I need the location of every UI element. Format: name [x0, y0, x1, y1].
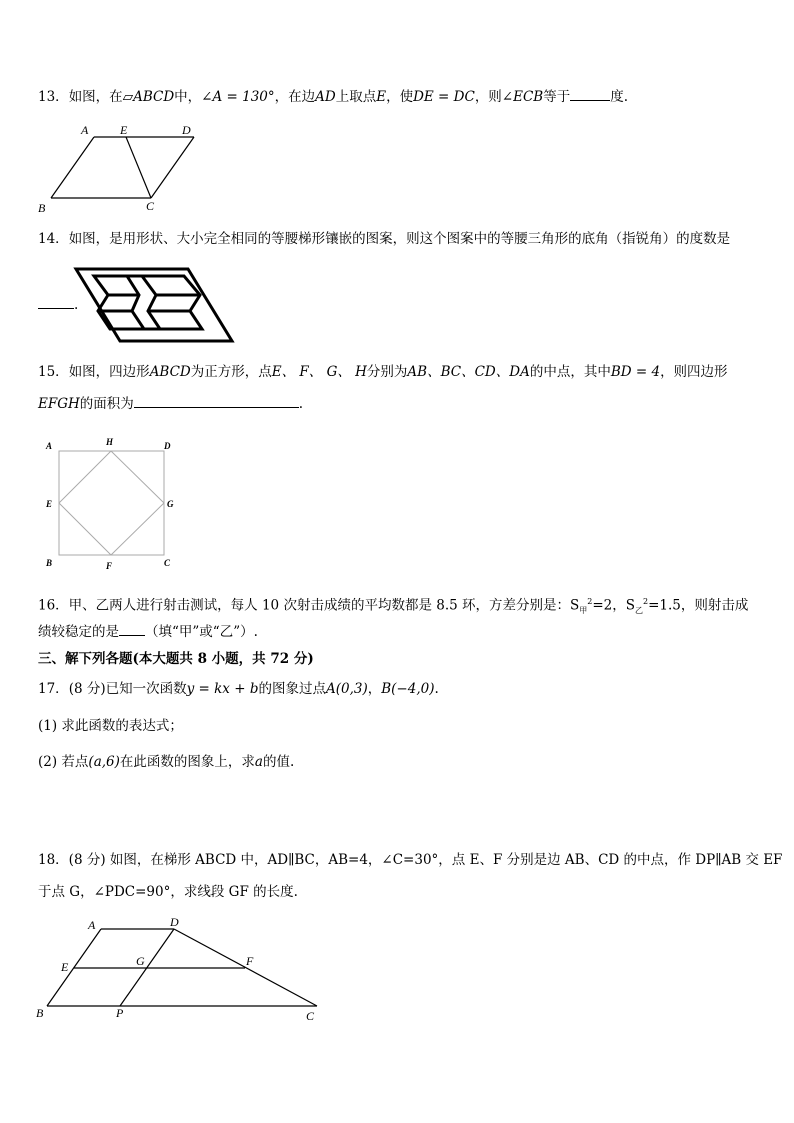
q18-label-A: A	[88, 918, 96, 932]
q18-label-F: F	[246, 954, 254, 968]
q15-text-line2: EFGH的面积为 .	[38, 396, 304, 412]
q14-answer-line: .	[38, 296, 78, 314]
q15-label-G: G	[167, 499, 174, 509]
q18-label-C: C	[306, 1009, 315, 1023]
q18-label-P: P	[116, 1006, 124, 1020]
q18-label-B: B	[36, 1006, 44, 1020]
q16-text-line1: 16．甲、乙两人进行射击测试，每人 10 次射击成绩的平均数都是 8.5 环，方差分别是：$S_甲^2=2$，$S_乙^2=1.5$，则射击成	[38, 597, 749, 616]
q15-label-C: C	[164, 558, 171, 568]
q15-square-figure	[44, 436, 184, 571]
q17-text: 17．(8 分)已知一次函数y = kx + b的图象过点A(0,3)，B(−4,0).	[38, 681, 439, 697]
q14-trapezoid-tessellation-figure	[72, 265, 238, 347]
q15-number: 15．	[38, 364, 69, 380]
q18-trapezoid-figure	[32, 912, 332, 1027]
q18-label-E: E	[61, 960, 69, 974]
q13-text: 13．如图，在▱ABCD中，∠A = 130°，在边AD上取点E，使DE = DC，则∠ECB等于 度.	[38, 89, 629, 105]
q13-label-B: B	[38, 201, 46, 215]
q13-answer-blank[interactable]	[570, 100, 610, 101]
q15-label-B: B	[46, 558, 53, 568]
q13-number: 13．	[38, 89, 69, 105]
q14-answer-blank[interactable]	[38, 308, 74, 309]
q13-label-A: A	[81, 123, 89, 137]
q15-label-A: A	[46, 441, 53, 451]
q18-label-D: D	[170, 915, 179, 929]
q17-number: 17．	[38, 681, 69, 697]
q18-label-G: G	[136, 954, 145, 968]
q18-text-line1: 18．(8 分) 如图，在梯形 ABCD 中，AD∥BC，AB=4，∠C=30°，点 E、F 分别是边 AB、CD 的中点，作 DP∥AB 交 EF	[38, 852, 783, 868]
q15-label-H: H	[106, 437, 114, 447]
parallelogram-symbol: ▱	[122, 89, 134, 105]
q13-parallelogram-figure	[34, 120, 214, 215]
section3-heading: 三、解下列各题(本大题共 8 小题，共 72 分)	[38, 651, 314, 667]
q13-label-E: E	[120, 123, 128, 137]
q13-label-D: D	[182, 123, 191, 137]
q15-label-F: F	[106, 561, 113, 571]
q15-answer-blank[interactable]	[134, 407, 299, 408]
q16-text-line2: 绩较稳定的是 （填“甲”或“乙”）.	[38, 624, 258, 640]
q14-number: 14．	[38, 231, 69, 247]
q16-answer-blank[interactable]	[119, 635, 145, 636]
q15-text-line1: 15．如图，四边形ABCD为正方形，点E、 F、 G、 H分别为AB、BC、CD、DA的中点，其中BD = 4，则四边形	[38, 364, 728, 380]
q13-label-C: C	[146, 199, 155, 213]
q17-subquestion-2: (2) 若点(a,6)在此函数的图象上，求a的值.	[38, 754, 295, 770]
q14-text: 14．如图，是用形状、大小完全相同的等腰梯形镶嵌的图案，则这个图案中的等腰三角形的底角（指锐角）的度数是	[38, 231, 731, 247]
q15-label-D: D	[164, 441, 171, 451]
q15-label-E: E	[46, 499, 53, 509]
q18-text-line2: 于点 G，∠PDC=90°，求线段 GF 的长度.	[38, 884, 298, 900]
q17-subquestion-1: (1) 求此函数的表达式；	[38, 718, 183, 734]
